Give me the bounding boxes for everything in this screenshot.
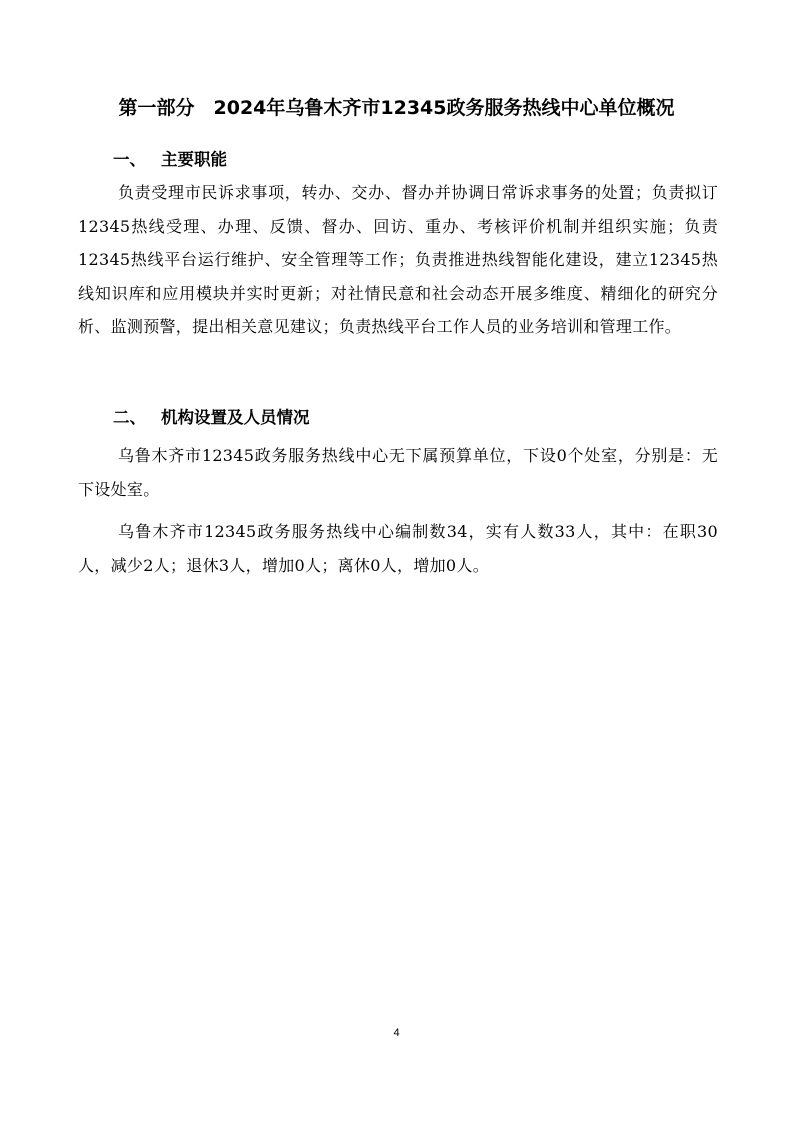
- section-heading-text: 主要职能: [161, 150, 227, 169]
- section-heading-organization: [113, 406, 310, 430]
- section-number: 一、: [113, 150, 146, 169]
- page-title: 第一部分 2024年乌鲁木齐市12345政务服务热线中心单位概况: [118, 97, 675, 119]
- paragraph-departments: 乌鲁木齐市12345政务服务热线中心无下属预算单位，下设0个处室，分别是：无下设处室。: [78, 446, 718, 499]
- paragraph-staffing: 乌鲁木齐市12345政务服务热线中心编制数34，实有人数33人，其中：在职30人，减少2人；退休3人，增加0人；离休0人，增加0人。: [78, 522, 718, 575]
- section-heading-functions: [113, 148, 227, 172]
- section-number: 二、: [113, 408, 146, 427]
- paragraph-functions: 负责受理市民诉求事项，转办、交办、督办并协调日常诉求事务的处置；负责拟订12345热线受理、办理、反馈、督办、回访、重办、考核评价机制并组织实施；负责12345热线平台运行维护、安全管理等工作；负责推进热线智能化建设，建立12345热线知识库和应用模块并实时更新；对社情民意和社会动态开展多维度、精细化的研究分析、监测预警，提出相关意见建议；负责热线平台工作人员的业务培训和管理工作。: [78, 183, 718, 336]
- page-number: 4: [393, 1027, 400, 1039]
- section-heading-text: 机构设置及人员情况: [161, 408, 310, 427]
